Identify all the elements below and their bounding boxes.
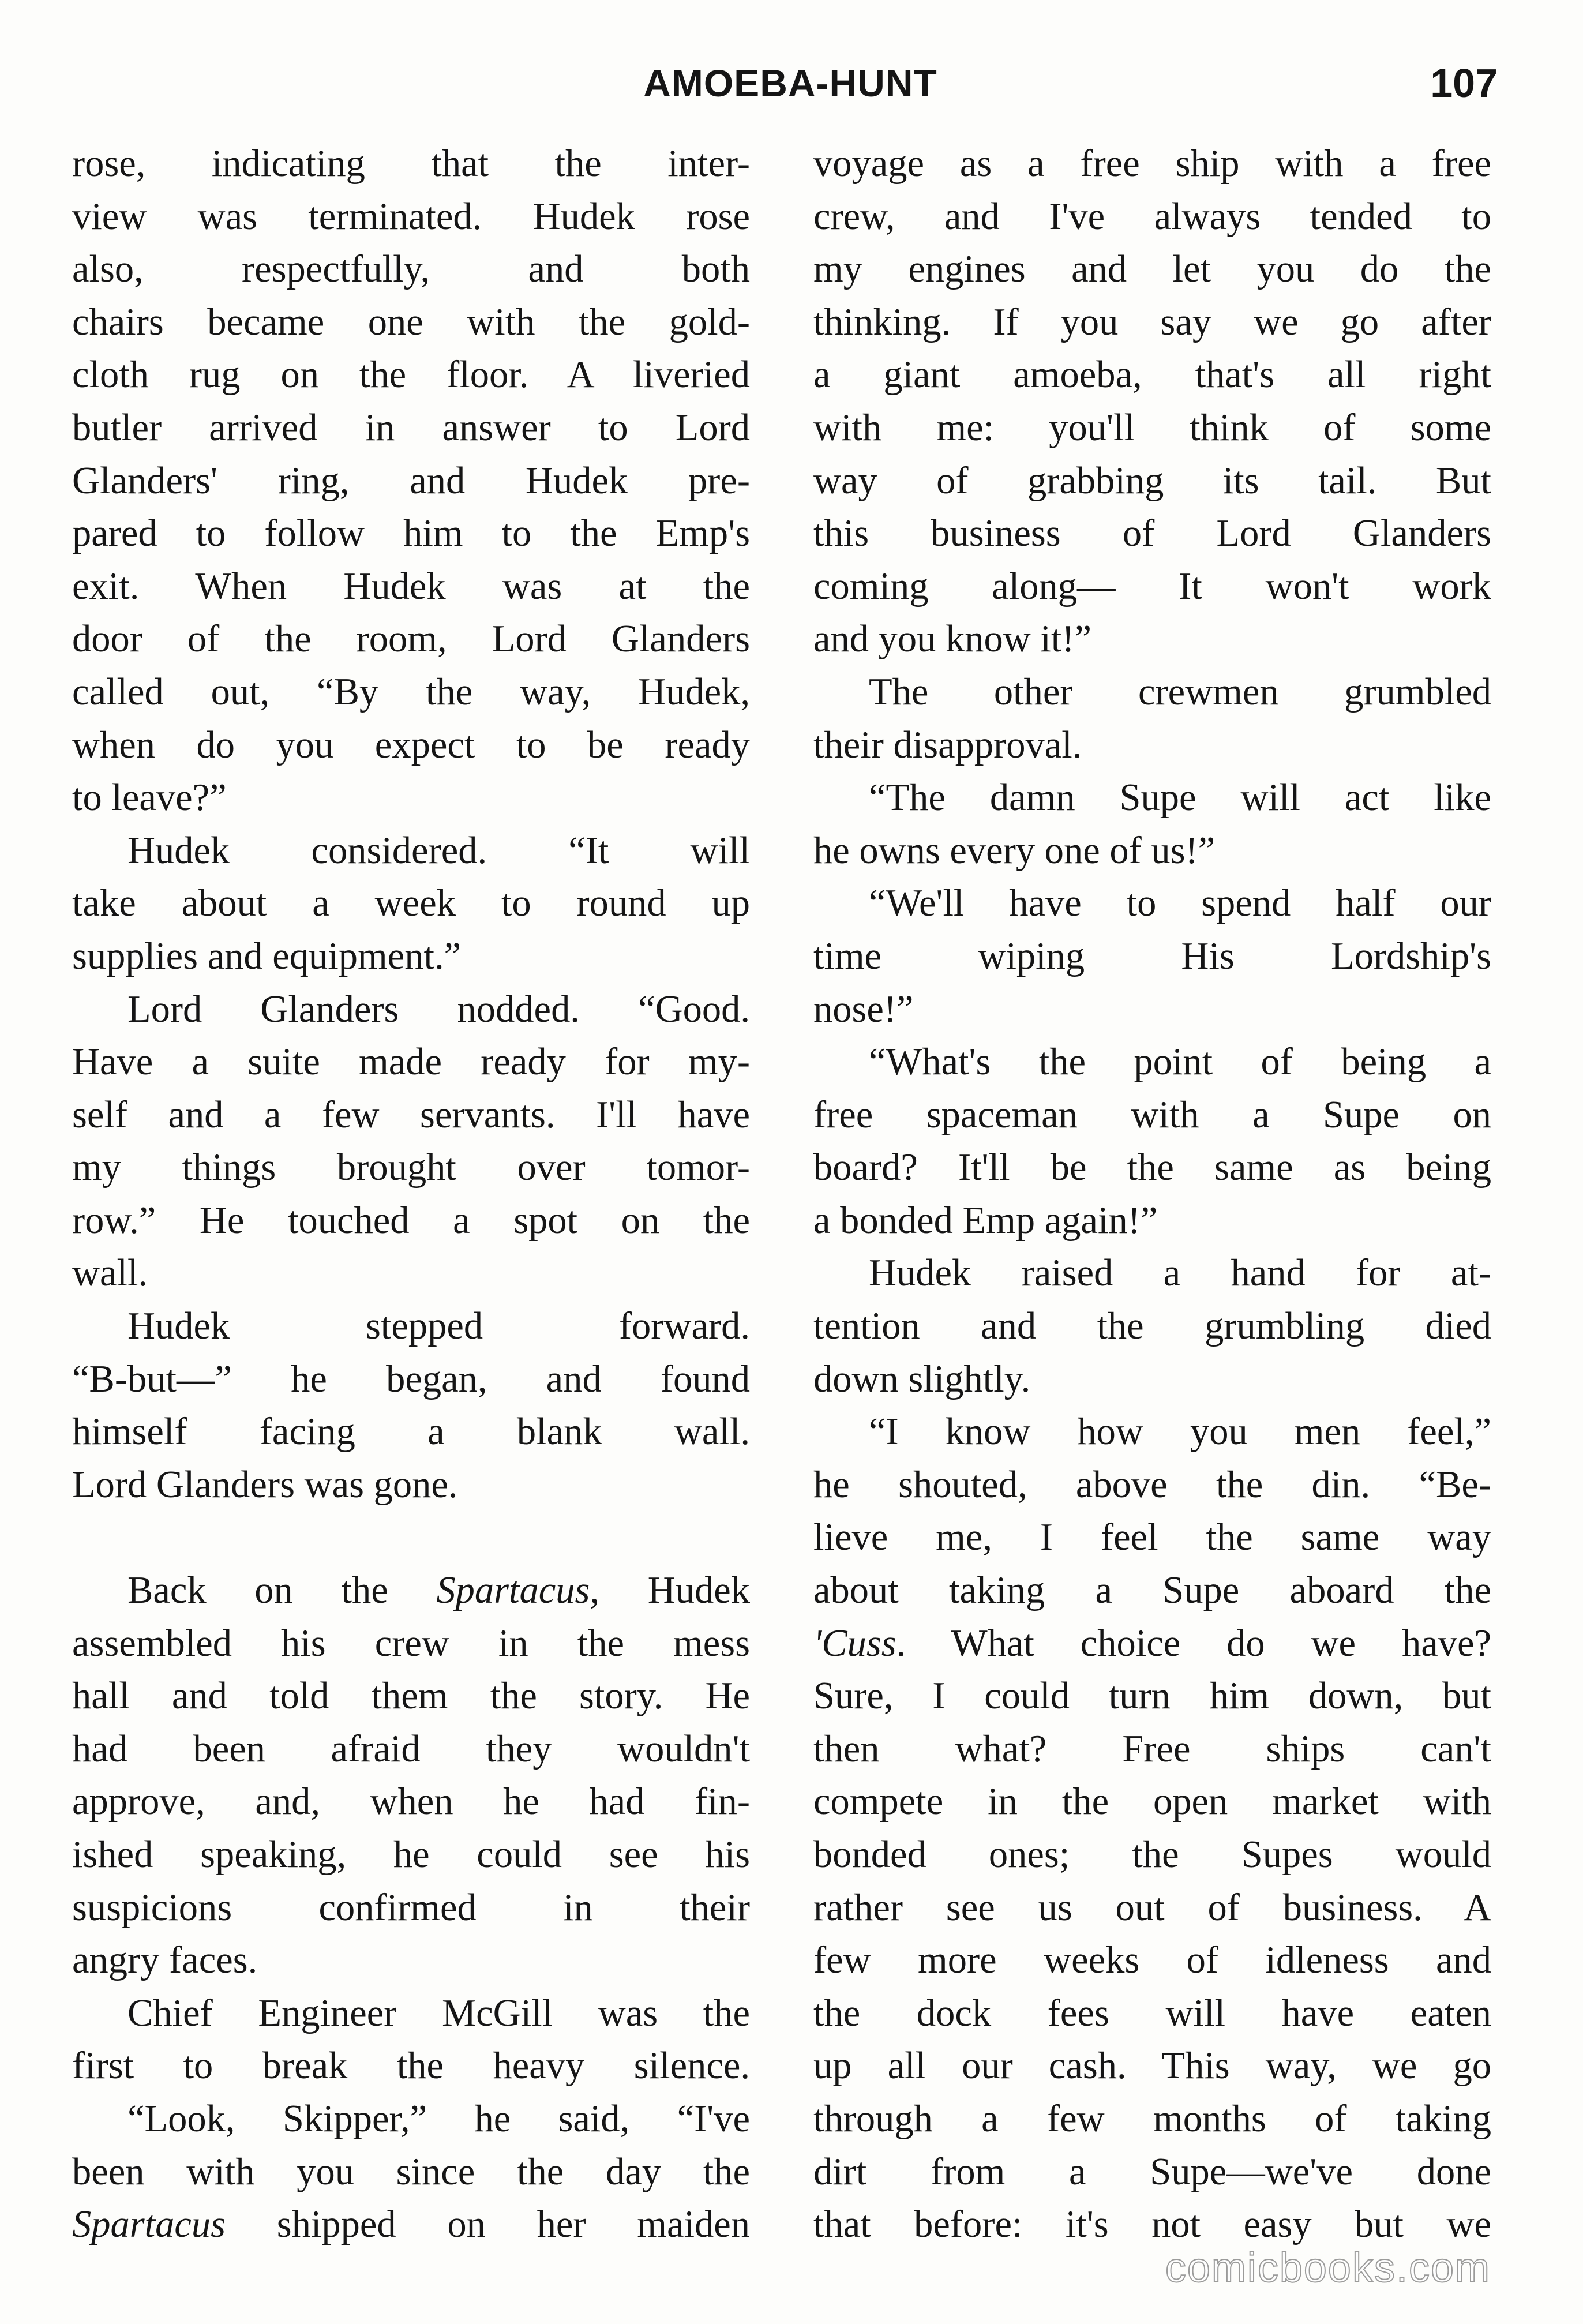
text-line: Lord Glanders was gone. [72, 1463, 458, 1506]
text-line: he shouted, above the din. “Be- [813, 1463, 1491, 1506]
text-line: ished speaking, he could see his [72, 1834, 750, 1876]
text-line: this business of Lord Glanders [813, 512, 1491, 555]
text-line: “I know how you men feel,” [869, 1411, 1491, 1453]
text-line: “The damn Supe will act like [869, 777, 1491, 819]
text-line: pared to follow him to the Emp's [72, 512, 750, 555]
text-line: dirt from a Supe—we've done [813, 2150, 1491, 2193]
text-line: with me: you'll think of some [813, 406, 1491, 449]
text-line: supplies and equipment.” [72, 935, 462, 977]
text-line: about taking a Supe aboard the [813, 1569, 1491, 1612]
text-line: lieve me, I feel the same way [813, 1516, 1491, 1559]
page-number: 107 [1430, 61, 1498, 106]
text-line: approve, and, when he had fin- [72, 1781, 750, 1823]
text-line: Chief Engineer McGill was the [127, 1992, 750, 2034]
text-line: voyage as a free ship with a free [813, 143, 1491, 185]
text-line: self and a few servants. I'll have [72, 1093, 750, 1136]
text-line: a giant amoeba, that's all right [813, 354, 1491, 396]
text-line: “Look, Skipper,” he said, “I've [127, 2097, 750, 2140]
text-line: a bonded Emp again!” [813, 1199, 1158, 1242]
text-line: my engines and let you do the [813, 248, 1491, 291]
right-text-column [813, 137, 1491, 2251]
text-line: the dock fees will have eaten [813, 1992, 1491, 2034]
text-line: their disapproval. [813, 724, 1082, 766]
text-line: he owns every one of us!” [813, 829, 1216, 872]
text-line: suspicions confirmed in their [72, 1886, 750, 1929]
text-line: Hudek raised a hand for at- [869, 1252, 1491, 1295]
text-line: compete in the open market with [813, 1781, 1491, 1823]
text-line: bonded ones; the Supes would [813, 1834, 1491, 1876]
text-line: Spartacus shipped on her maiden [72, 2203, 750, 2246]
text-line: Glanders' ring, and Hudek pre- [72, 459, 750, 502]
text-line: few more weeks of idleness and [813, 1939, 1491, 1982]
text-line: Lord Glanders nodded. “Good. [127, 988, 750, 1030]
text-line: free spaceman with a Supe on [813, 1093, 1491, 1136]
text-line: first to break the heavy silence. [72, 2045, 750, 2087]
text-line: row.” He touched a spot on the [72, 1199, 750, 1242]
text-line: down slightly. [813, 1358, 1031, 1400]
text-line: “What's the point of being a [869, 1041, 1491, 1084]
running-title: AMOEBA-HUNT [643, 62, 937, 104]
text-line: way of grabbing its tail. But [813, 459, 1491, 502]
text-line: to leave?” [72, 777, 227, 819]
text-line: wall. [72, 1252, 148, 1295]
text-line: when do you expect to be ready [72, 724, 750, 766]
text-line: butler arrived in answer to Lord [72, 406, 750, 449]
text-line: cloth rug on the floor. A liveried [72, 354, 750, 396]
text-line: chairs became one with the gold- [72, 301, 750, 343]
text-line: through a few months of taking [813, 2097, 1491, 2140]
text-line: crew, and I've always tended to [813, 195, 1491, 238]
text-line: and you know it!” [813, 618, 1092, 661]
text-line: then what? Free ships can't [813, 1727, 1491, 1770]
text-line: himself facing a blank wall. [72, 1411, 750, 1453]
text-line: Back on the Spartacus, Hudek [127, 1569, 750, 1612]
text-line: nose!” [813, 988, 914, 1030]
text-line: assembled his crew in the mess [72, 1622, 750, 1665]
text-line: also, respectfully, and both [72, 248, 750, 291]
section-break [72, 1511, 750, 1564]
text-line: Hudek considered. “It will [127, 829, 750, 872]
text-line: The other crewmen grumbled [869, 670, 1491, 713]
text-line: Have a suite made ready for my- [72, 1041, 750, 1084]
text-line: had been afraid they wouldn't [72, 1727, 750, 1770]
text-line: tention and the grumbling died [813, 1305, 1491, 1348]
text-line: view was terminated. Hudek rose [72, 195, 750, 238]
text-line: been with you since the day the [72, 2150, 750, 2193]
text-line: door of the room, Lord Glanders [72, 618, 750, 661]
text-line: my things brought over tomor- [72, 1146, 750, 1189]
text-line: angry faces. [72, 1939, 258, 1982]
text-line: that before: it's not easy but we [813, 2203, 1491, 2246]
text-line: “We'll have to spend half our [869, 882, 1491, 925]
text-line: coming along— It won't work [813, 565, 1491, 608]
text-line: board? It'll be the same as being [813, 1146, 1491, 1189]
watermark-text: comicbooks.com [1165, 2245, 1491, 2291]
text-line: called out, “By the way, Hudek, [72, 670, 750, 713]
text-line: exit. When Hudek was at the [72, 565, 750, 608]
text-line: hall and told them the story. He [72, 1675, 750, 1718]
left-text-column [72, 137, 750, 2251]
text-line: rather see us out of business. A [813, 1886, 1491, 1929]
text-line: Hudek stepped forward. [127, 1305, 750, 1348]
text-line: rose, indicating that the inter- [72, 143, 750, 185]
text-line: 'Cuss. What choice do we have? [813, 1622, 1491, 1665]
text-line: “B-but—” he began, and found [72, 1358, 750, 1400]
text-line: up all our cash. This way, we go [813, 2045, 1491, 2087]
text-line: time wiping His Lordship's [813, 935, 1491, 977]
text-line: Sure, I could turn him down, but [813, 1675, 1491, 1718]
text-line: thinking. If you say we go after [813, 301, 1491, 343]
text-line: take about a week to round up [72, 882, 750, 925]
